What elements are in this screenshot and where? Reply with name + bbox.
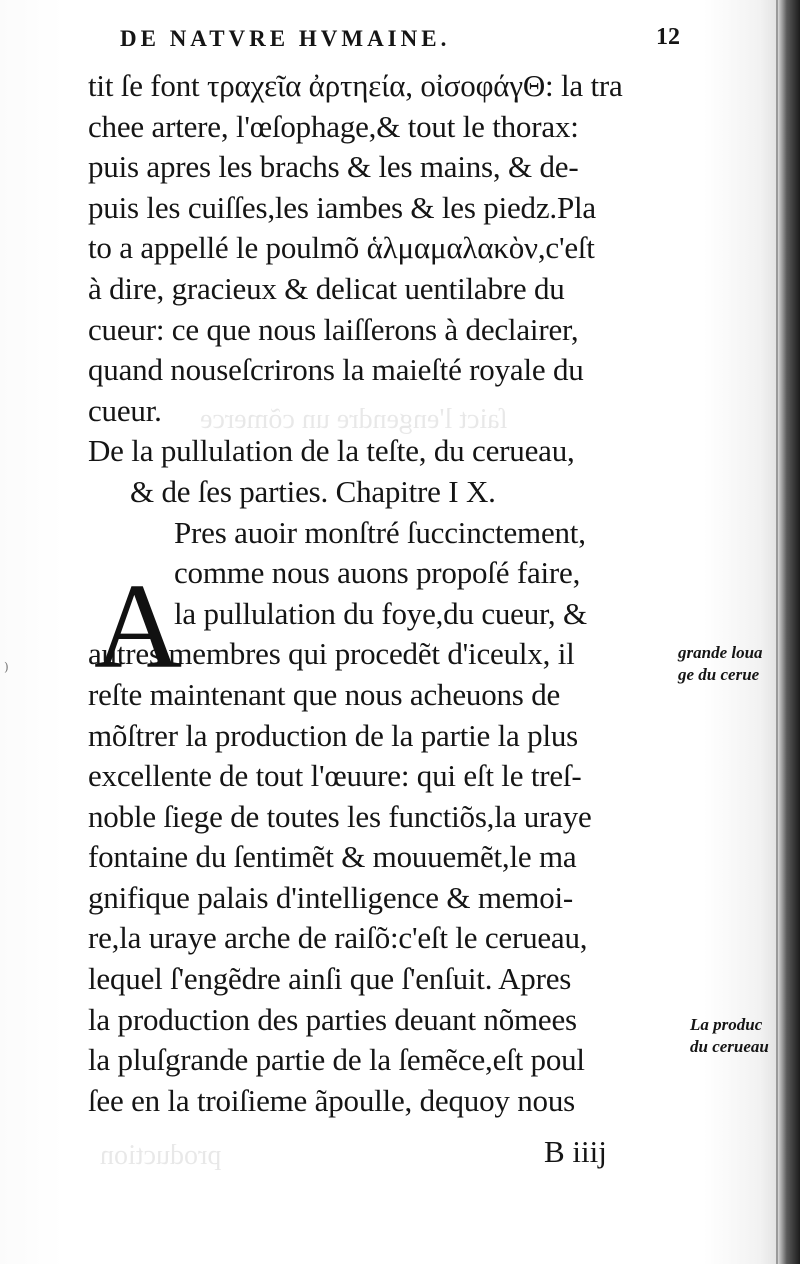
ink-speck: ) <box>4 660 9 674</box>
page-number: 12 <box>656 24 680 50</box>
text-line: Pres auoir monſtré ſuccinctement, <box>174 514 586 550</box>
running-head: DE NATVRE HVMAINE. <box>120 26 451 51</box>
margin-note-production <box>690 1014 769 1058</box>
text-line: cueur. <box>88 392 162 428</box>
text-line: autres membres qui procedẽt d'iceulx, il <box>88 636 575 672</box>
text-line: puis les cuiſſes,les iambes & les piedz.Pla <box>88 189 596 225</box>
margin-note-grande-louange <box>678 642 763 686</box>
page-header <box>120 26 680 56</box>
text-line: excellente de tout l'œuure: qui eſt le treſ- <box>88 758 582 794</box>
text-line: la pluſgrande partie de la ſemẽce,eſt poul <box>88 1042 585 1078</box>
text-line: puis apres les brachs & les mains, & de- <box>88 149 579 185</box>
text-line: comme nous auons propoſé faire, <box>174 555 581 591</box>
text-line: reſte maintenant que nous acheuons de <box>88 676 561 712</box>
text-line: cueur: ce que nous laiſſerons à declairer, <box>88 311 579 347</box>
drop-cap-initial: A <box>94 559 183 694</box>
text-line: à dire, gracieux & delicat uentilabre du <box>88 270 565 306</box>
text-line: mõſtrer la production de la partie la plus <box>88 717 579 753</box>
book-gutter-shadow <box>778 0 800 1264</box>
signature-mark: B iiij <box>544 1134 607 1169</box>
text-line: chee artere, l'œſophage,& tout le thorax: <box>88 108 579 144</box>
show-through-text: production <box>100 1140 222 1171</box>
text-line: la pullulation du foye,du cueur, & <box>174 595 587 631</box>
text-line: gnifique palais d'intelligence & memoi- <box>88 879 574 915</box>
text-line: ſee en la troiſieme ãpoulle, dequoy nous <box>88 1082 575 1118</box>
text-line: fontaine du ſentimẽt & mouuemẽt,le ma <box>88 839 577 875</box>
margin-note-line: du cerueau <box>690 1037 769 1056</box>
main-text <box>88 66 668 1121</box>
text-line: la production des parties deuant nõmees <box>88 1001 577 1037</box>
text-line: re,la uraye arche de raiſõ:c'eſt le cerueau, <box>88 920 588 956</box>
chapter-heading-line-2: & de ſes parties. Chapitre I X. <box>130 473 496 509</box>
text-line: noble ſiege de toutes les functiõs,la uraye <box>88 798 592 834</box>
text-line: quand nouseſcrirons la maieſté royale du <box>88 352 584 388</box>
margin-note-line: grande loua <box>678 643 763 662</box>
text-line: to a appellé le poulmõ ἁλμαμαλακὸν,c'eſt <box>88 230 595 266</box>
margin-note-line: ge du cerue <box>678 665 760 684</box>
chapter-heading-line-1: De la pullulation de la teſte, du cerueau, <box>88 433 575 469</box>
margin-note-line: La produc <box>690 1015 763 1034</box>
text-line: lequel ſ'engẽdre ainſi que ſ'enſuit. Apres <box>88 961 572 997</box>
text-line: tit ſe font τραχεῖα ἀρτηεία, οἰσοφάγΘ: la tra <box>88 68 623 103</box>
show-through-text: ſaict l'engendre un cõmerce <box>200 404 508 435</box>
